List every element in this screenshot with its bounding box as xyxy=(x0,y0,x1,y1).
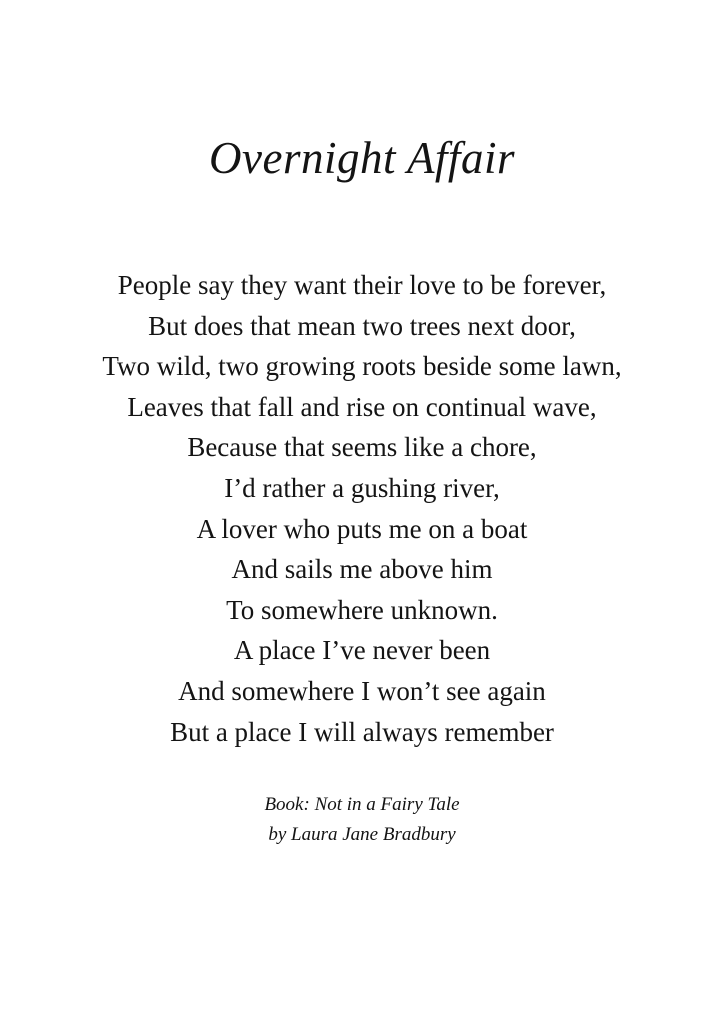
poem-line: I’d rather a gushing river, xyxy=(224,472,500,503)
attribution xyxy=(0,790,724,850)
poem-line: But a place I will always remember xyxy=(170,716,554,747)
poem-title: Overnight Affair xyxy=(209,133,515,183)
poem-line: People say they want their love to be forever, xyxy=(117,270,607,300)
poem-line: A place I’ve never been xyxy=(233,635,491,666)
book-credit: Book: Not in a Fairy Tale xyxy=(264,794,460,815)
poem-line: Because that seems like a chore, xyxy=(187,432,537,463)
poem-line: A lover who puts me on a boat xyxy=(196,513,528,544)
author-credit: by Laura Jane Bradbury xyxy=(268,824,456,845)
poem-line: Leaves that fall and rise on continual wave, xyxy=(127,391,597,422)
poem-line: And somewhere I won’t see again xyxy=(178,675,546,706)
poem-line: To somewhere unknown. xyxy=(226,594,498,625)
poem-body xyxy=(0,265,724,752)
poem-line: And sails me above him xyxy=(231,554,493,585)
poem-line: But does that mean two trees next door, xyxy=(148,310,576,341)
poem-line: Two wild, two growing roots beside some lawn, xyxy=(102,351,622,382)
